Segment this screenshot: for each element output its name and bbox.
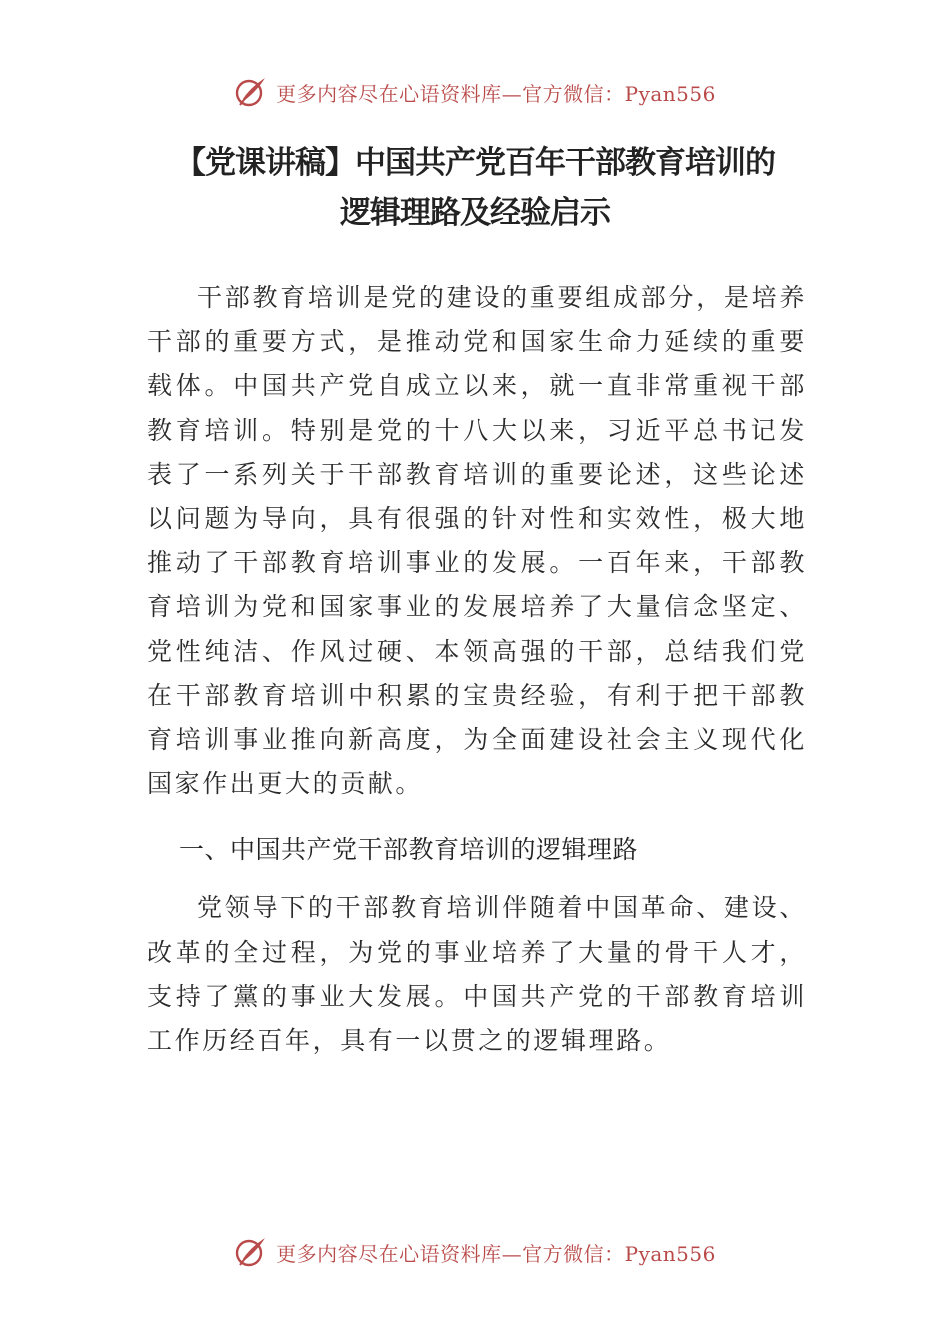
document-title	[130, 138, 820, 238]
watermark-header	[0, 72, 950, 112]
section-heading: 一、中国共产党干部教育培训的逻辑理路	[179, 835, 639, 865]
quill-logo-icon	[234, 75, 268, 109]
watermark-footer	[0, 1232, 950, 1272]
paragraph-intro: 干部教育培训是党的建设的重要组成部分，是培养干部的重要方式，是推动党和国家生命力延续的重要载体。中国共产党自成立以来，就一直非常重视干部教育培训。特别是党的十八大以来，习近平总书记发表了一系列关于干部教育培训的重要论述，这些论述以问题为导向，具有很强的针对性和实效性，极大地推动了干部教育培训事业的发展。一百年来，干部教育培训为党和国家事业的发展培养了大量信念坚定、党性纯洁、作风过硬、本领高强的干部，总结我们党在干部教育培训中积累的宝贵经验，有利于把干部教育培训事业推向新高度，为全面建设社会主义现代化国家作出更大的贡献。	[147, 283, 807, 799]
title-line-2: 逻辑理路及经验启示	[340, 195, 610, 231]
watermark-text: 更多内容尽在心语资料库—官方微信：Pyan556	[276, 81, 716, 106]
document-body	[147, 276, 807, 1063]
paragraph-section-1: 党领导下的干部教育培训伴随着中国革命、建设、改革的全过程，为党的事业培养了大量的骨干人才，支持了黨的事业大发展。中国共产党的干部教育培训工作历经百年，具有一以贯之的逻辑理路。	[147, 893, 807, 1056]
title-line-1: 【党课讲稿】中国共产党百年干部教育培训的	[175, 145, 775, 181]
quill-logo-icon	[234, 1235, 268, 1269]
watermark-text: 更多内容尽在心语资料库—官方微信：Pyan556	[276, 1241, 716, 1266]
